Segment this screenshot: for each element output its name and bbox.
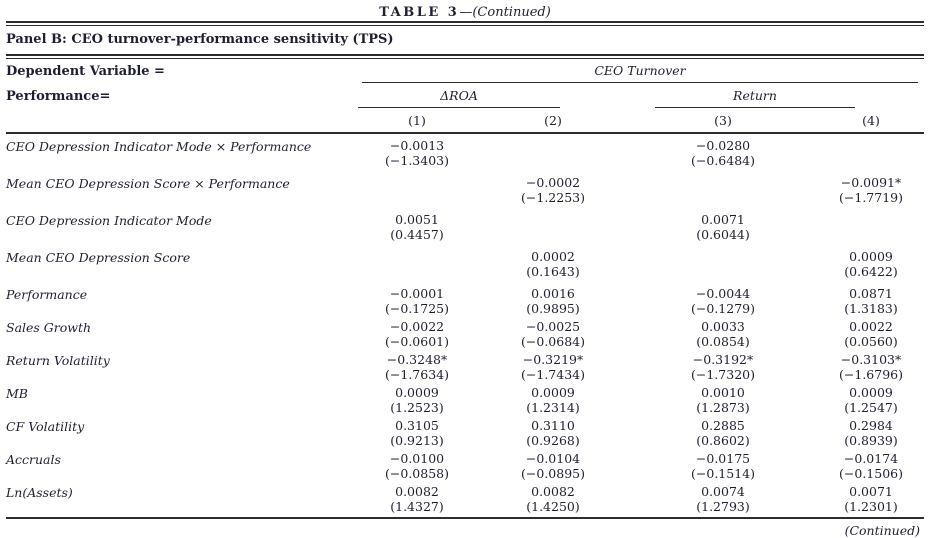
coef-cell: 0.2984 (0.8939) <box>844 418 898 448</box>
group-droa-label: ΔROA <box>440 88 478 103</box>
dependent-variable-label: Dependent Variable = <box>6 64 165 79</box>
coef-cell: −0.3219* (−1.7434) <box>521 352 585 382</box>
coef-cell: −0.0013 (−1.3403) <box>385 138 449 168</box>
coef-cell: −0.0100 (−0.0858) <box>385 451 449 481</box>
coef-cell: 0.0082 (1.4250) <box>526 484 580 514</box>
coef-cell <box>356 175 478 205</box>
row-label: Mean CEO Depression Score × Performance <box>6 176 290 191</box>
coef-cell: −0.3248* (−1.7634) <box>385 352 449 382</box>
coef-cell: 0.0016 (0.9895) <box>526 286 580 316</box>
group-return-label: Return <box>733 88 777 103</box>
coef-cell: 0.0022 (0.0560) <box>844 319 898 349</box>
header-performance-row <box>6 83 924 108</box>
table-continued-suffix: —(Continued) <box>459 5 551 20</box>
coef-cell: 0.0071 (1.2301) <box>844 484 898 514</box>
coef-cell: −0.0280 (−0.6484) <box>691 138 755 168</box>
header-column-numbers-row <box>6 108 924 132</box>
coef-cell: −0.3192* (−1.7320) <box>691 352 755 382</box>
coef-cell: −0.0044 (−0.1279) <box>691 286 755 316</box>
panel-heading: Panel B: CEO turnover-performance sensitivity (TPS) <box>6 32 394 47</box>
coef-cell: −0.0104 (−0.0895) <box>521 451 585 481</box>
table-row <box>6 418 924 451</box>
group-droa <box>356 83 628 108</box>
row-label: MB <box>6 386 28 401</box>
coef-cell <box>628 175 818 205</box>
table-row <box>6 451 924 484</box>
coef-cell <box>356 249 478 279</box>
row-label: Performance <box>6 287 88 302</box>
dependent-variable-value: CEO Turnover <box>594 63 686 78</box>
group-return <box>628 83 924 108</box>
coef-cell: −0.0091* (−1.7719) <box>839 175 903 205</box>
coef-cell: 0.0074 (1.2793) <box>696 484 750 514</box>
coef-cell <box>478 212 628 242</box>
coef-cell: 0.0009 (1.2314) <box>526 385 580 415</box>
table-body <box>6 134 924 517</box>
row-label: Accruals <box>6 452 61 467</box>
column-number-4: (4) <box>862 113 880 128</box>
coef-cell: 0.3105 (0.9213) <box>390 418 444 448</box>
continued-note: (Continued) <box>844 523 920 538</box>
coef-cell: −0.3103* (−1.6796) <box>839 352 903 382</box>
row-label: CF Volatility <box>6 419 85 434</box>
column-number-3: (3) <box>714 113 732 128</box>
row-label: Mean CEO Depression Score <box>6 250 191 265</box>
dependent-variable-span <box>356 59 924 83</box>
coef-cell: 0.0033 (0.0854) <box>696 319 750 349</box>
column-number-2: (2) <box>544 113 562 128</box>
coef-cell: −0.0002 (−1.2253) <box>521 175 585 205</box>
table-row <box>6 286 924 319</box>
coef-cell: 0.0010 (1.2873) <box>696 385 750 415</box>
coef-cell: 0.0002 (0.1643) <box>526 249 580 279</box>
coef-cell: 0.0051 (0.4457) <box>390 212 444 242</box>
coef-cell: 0.3110 (0.9268) <box>526 418 580 448</box>
coef-cell: −0.0025 (−0.0684) <box>521 319 585 349</box>
row-label: Ln(Assets) <box>6 485 73 500</box>
coef-cell <box>628 249 818 279</box>
table-title <box>6 4 924 21</box>
column-numbers-spacer <box>6 108 356 132</box>
coef-cell: −0.0174 (−0.1506) <box>839 451 903 481</box>
row-label: CEO Depression Indicator Mode × Performance <box>6 139 312 154</box>
row-label: Sales Growth <box>6 320 92 335</box>
coef-cell <box>818 212 924 242</box>
coef-cell: 0.0009 (1.2523) <box>390 385 444 415</box>
coef-cell: −0.0175 (−0.1514) <box>691 451 755 481</box>
table-row <box>6 385 924 418</box>
table-number-label: TABLE 3 <box>379 5 460 20</box>
coef-cell <box>478 138 628 168</box>
header-dependent-row <box>6 59 924 83</box>
coef-cell: −0.0001 (−0.1725) <box>385 286 449 316</box>
coef-cell: 0.0082 (1.4327) <box>390 484 444 514</box>
coef-cell: 0.0071 (0.6044) <box>696 212 750 242</box>
table-row <box>6 175 924 212</box>
table-row <box>6 249 924 286</box>
performance-label: Performance= <box>6 89 111 104</box>
table-row <box>6 138 924 175</box>
table-row <box>6 484 924 517</box>
coef-cell: 0.0009 (0.6422) <box>844 249 898 279</box>
coef-cell: 0.2885 (0.8602) <box>696 418 750 448</box>
table-row <box>6 352 924 385</box>
row-label: Return Volatility <box>6 353 110 368</box>
column-number-1: (1) <box>408 113 426 128</box>
row-label: CEO Depression Indicator Mode <box>6 213 212 228</box>
coef-cell <box>818 138 924 168</box>
coef-cell: 0.0009 (1.2547) <box>844 385 898 415</box>
table-row <box>6 212 924 249</box>
coef-cell: 0.0871 (1.3183) <box>844 286 898 316</box>
coef-cell: −0.0022 (−0.0601) <box>385 319 449 349</box>
table-row <box>6 319 924 352</box>
